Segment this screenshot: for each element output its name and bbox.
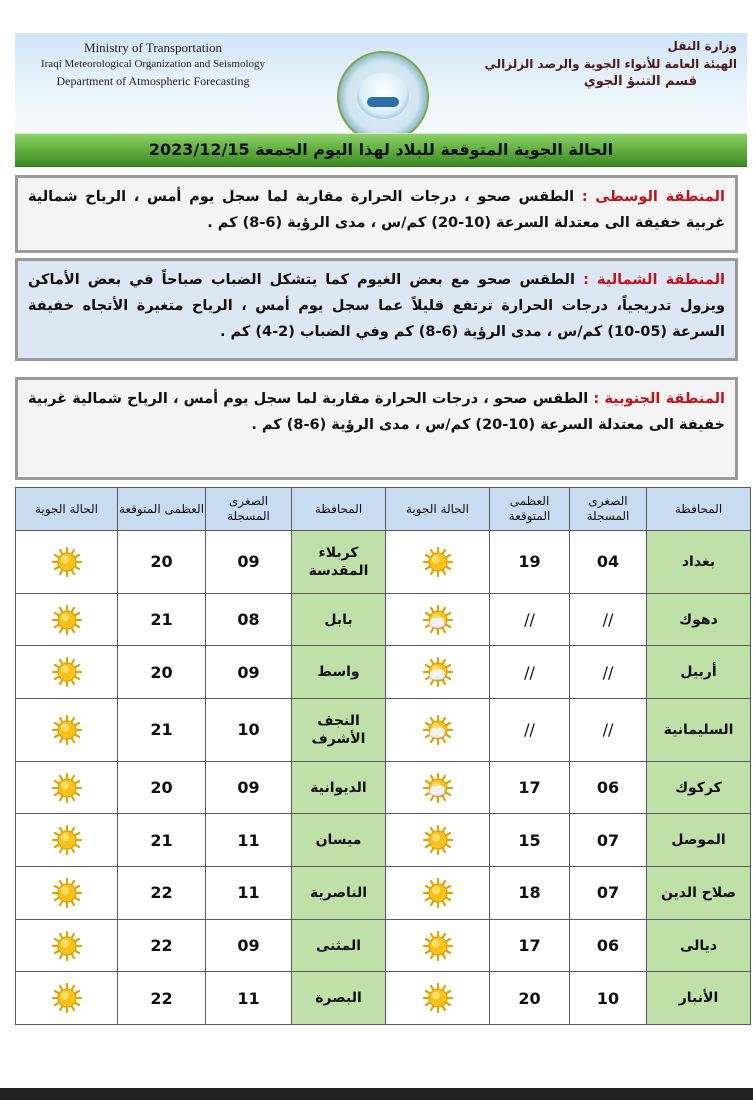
province-cell: دهوك [647,593,751,646]
region-forecast: الطقس صحو مع بعض الغيوم كما يتشكل الضباب صباحاً في بعض الأماكن ويزول تدريجياً، درجات الحرارة ترتفع قليلاً عما سجل يوم أمس ، الرياح متغيرة الأتجاه خفيفة السرعة (05-10) كم/س ، مدى الرؤية (6-8) كم وفي الضباب (2-4) كم . [28,272,725,340]
page-title: الحالة الجوية المتوقعة للبلاد لهذا اليوم الجمعة 2023/12/15 [148,140,614,159]
logo-globe [357,73,409,119]
sun-icon [52,988,82,1007]
header-max: العظمى المتوقعة [490,488,570,531]
province-cell: أربيل [647,646,751,699]
weather-cell [386,699,490,762]
region-north [15,258,738,361]
weather-cell [386,867,490,920]
weather-cell [16,761,118,814]
title-bar [15,133,747,167]
table-row [16,531,751,594]
sun-cloud-icon [423,662,453,681]
max-temp-cell: 21 [118,699,206,762]
table-row [16,972,751,1025]
max-temp-cell: 19 [490,531,570,594]
province-cell: النجف الأشرف [292,699,386,762]
forecast-table [15,487,751,1025]
max-temp-cell: 17 [490,761,570,814]
region-label: المنطقة الشمالية : [583,272,725,288]
department-name-en: Department of Atmospheric Forecasting [56,74,250,88]
region-forecast: الطقس صحو ، درجات الحرارة مقاربة لما سجل يوم أمس ، الرياح شمالية غربية خفيفة الى معتدلة السرعة (10-20) كم/س ، مدى الرؤية (6-8) كم . [28,391,725,433]
min-temp-cell: 11 [206,814,292,867]
sun-icon [423,935,453,954]
table-header-row [16,488,751,531]
weather-cell [16,646,118,699]
min-temp-cell: 07 [570,867,647,920]
max-temp-cell: // [490,646,570,699]
min-temp-cell: 08 [206,593,292,646]
header-weather: الحالة الجوية [386,488,490,531]
min-temp-cell: 09 [206,531,292,594]
sun-icon [423,988,453,1007]
table-row [16,867,751,920]
weather-cell [16,593,118,646]
province-cell: كربلاء المقدسة [292,531,386,594]
sun-icon [52,882,82,901]
min-temp-cell: 06 [570,761,647,814]
header-weather: الحالة الجوية [16,488,118,531]
min-temp-cell: 04 [570,531,647,594]
province-cell: الأنبار [647,972,751,1025]
max-temp-cell: 20 [118,531,206,594]
weather-cell [386,972,490,1025]
organization-logo [337,51,429,143]
region-central [15,175,738,253]
region-label: المنطقة الجنوبية : [593,391,725,407]
province-cell: صلاح الدين [647,867,751,920]
province-cell: واسط [292,646,386,699]
sun-icon [52,662,82,681]
weather-cell [386,919,490,972]
max-temp-cell: 17 [490,919,570,972]
department-name-ar: قسم التنبؤ الجوي [583,74,697,89]
min-temp-cell: 06 [570,919,647,972]
organization-name-ar: الهيئة العامة للأنواء الجوية والرصد الزلزالي [484,57,737,71]
province-cell: الموصل [647,814,751,867]
sun-icon [52,609,82,628]
weather-cell [16,919,118,972]
min-temp-cell: // [570,699,647,762]
region-south [15,377,738,480]
min-temp-cell: 10 [206,699,292,762]
header-arabic [467,37,737,91]
sun-icon [52,777,82,796]
min-temp-cell: 07 [570,814,647,867]
sun-icon [423,882,453,901]
max-temp-cell: 22 [118,972,206,1025]
min-temp-cell: 11 [206,972,292,1025]
weather-cell [16,699,118,762]
sun-icon [423,830,453,849]
weather-cell [16,531,118,594]
max-temp-cell: 20 [118,761,206,814]
min-temp-cell: 09 [206,761,292,814]
province-cell: ديالى [647,919,751,972]
sun-cloud-icon [423,777,453,796]
table-row [16,646,751,699]
sun-icon [52,551,82,570]
min-temp-cell: 09 [206,646,292,699]
weather-cell [386,761,490,814]
weather-cell [386,646,490,699]
table-row [16,593,751,646]
table-row [16,814,751,867]
province-cell: ميسان [292,814,386,867]
province-cell: المثنى [292,919,386,972]
max-temp-cell: // [490,699,570,762]
bottom-edge [0,1088,753,1100]
sun-cloud-icon [423,609,453,628]
province-cell: بغداد [647,531,751,594]
province-cell: كركوك [647,761,751,814]
max-temp-cell: // [490,593,570,646]
min-temp-cell: 09 [206,919,292,972]
header-min: الصغرى المسجلة [206,488,292,531]
province-cell: بابل [292,593,386,646]
page-header [15,33,747,133]
province-cell: السليمانية [647,699,751,762]
province-cell: الديوانية [292,761,386,814]
min-temp-cell: // [570,646,647,699]
header-max: العظمى المتوقعة [118,488,206,531]
max-temp-cell: 18 [490,867,570,920]
max-temp-cell: 22 [118,867,206,920]
region-label: المنطقة الوسطى : [581,189,725,205]
header-english [23,39,283,90]
header-province: المحافظة [647,488,751,531]
sun-icon [52,830,82,849]
table-row [16,761,751,814]
region-forecast: الطقس صحو ، درجات الحرارة مقاربة لما سجل يوم أمس ، الرياح شمالية غربية خفيفة الى معتدلة السرعة (10-20) كم/س ، مدى الرؤية (6-8) كم . [28,189,725,231]
ministry-name-en: Ministry of Transportation [84,40,222,55]
min-temp-cell: 11 [206,867,292,920]
table-row [16,919,751,972]
sun-icon [52,935,82,954]
sun-icon [52,719,82,738]
header-min: الصغرى المسجلة [570,488,647,531]
organization-name-en: Iraqi Meteorological Organization and Seismology [40,58,266,70]
max-temp-cell: 15 [490,814,570,867]
max-temp-cell: 20 [490,972,570,1025]
province-cell: البصرة [292,972,386,1025]
header-province: المحافظة [292,488,386,531]
sun-cloud-icon [423,719,453,738]
min-temp-cell: // [570,593,647,646]
min-temp-cell: 10 [570,972,647,1025]
max-temp-cell: 20 [118,646,206,699]
max-temp-cell: 22 [118,919,206,972]
weather-cell [386,814,490,867]
ministry-name-ar: وزارة النقل [667,39,737,53]
weather-cell [16,814,118,867]
province-cell: الناصرية [292,867,386,920]
weather-cell [386,593,490,646]
table-row [16,699,751,762]
sun-icon [423,551,453,570]
max-temp-cell: 21 [118,814,206,867]
max-temp-cell: 21 [118,593,206,646]
weather-cell [16,867,118,920]
weather-cell [386,531,490,594]
weather-cell [16,972,118,1025]
